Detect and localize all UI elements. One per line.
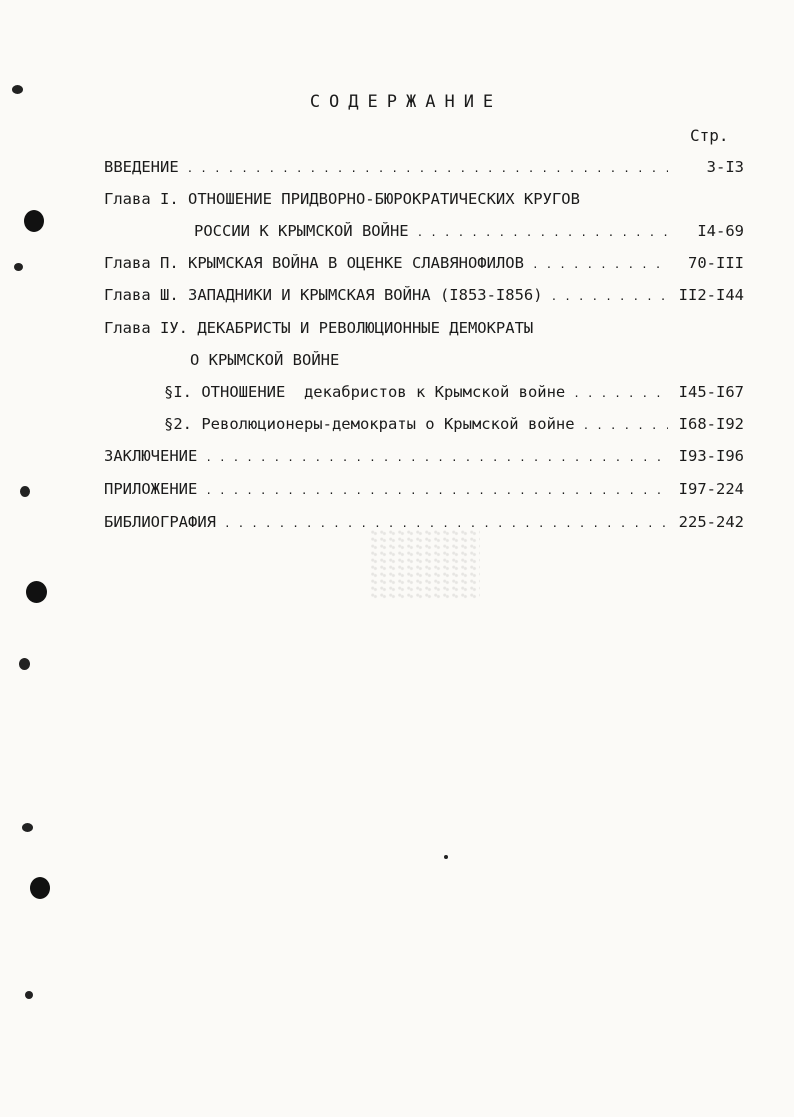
- page-column-header: Стр.: [690, 126, 729, 145]
- toc-entry-page: I93-I96: [678, 447, 744, 465]
- toc-entry-chapter-1: [104, 184, 744, 208]
- margin-speck: [22, 823, 33, 832]
- dot-leader: [573, 383, 668, 397]
- toc-entry-page: I4-69: [697, 222, 744, 240]
- dot-leader: [583, 415, 668, 429]
- toc-entry-page: 70-III: [688, 254, 744, 272]
- toc-entry-label: Глава Ш. ЗАПАДНИКИ И КРЫМСКАЯ ВОЙНА (I853-I856): [104, 286, 543, 304]
- dot-leader: [205, 480, 668, 494]
- toc-entry-label: ПРИЛОЖЕНИЕ: [104, 480, 198, 498]
- toc-entry-label: §2. Революционеры-демократы о Крымской войне: [164, 415, 575, 433]
- toc-entry-intro: [104, 152, 744, 176]
- toc-entry-page: II2-I44: [678, 286, 744, 304]
- toc-entry-chapter-3: [104, 280, 744, 304]
- toc-entry-page: I45-I67: [678, 383, 744, 401]
- dot-leader: [224, 513, 668, 527]
- dot-leader: [532, 254, 668, 268]
- page-title: СОДЕРЖАНИЕ: [309, 92, 503, 112]
- toc-entry-chapter-4: [104, 313, 744, 337]
- dot-leader: [205, 447, 668, 461]
- toc-entry-label: РОССИИ К КРЫМСКОЙ ВОЙНЕ: [194, 222, 409, 240]
- margin-speck: [14, 263, 23, 271]
- margin-speck: [20, 486, 30, 497]
- margin-speck: [25, 991, 33, 999]
- punch-hole: [24, 210, 44, 232]
- toc-entry-chapter-2: [104, 248, 744, 272]
- faint-stamp: [370, 530, 480, 600]
- dot-leader: [551, 286, 668, 300]
- toc-entry-chapter-4-cont: [190, 345, 740, 369]
- toc-entry-label: Глава I. ОТНОШЕНИЕ ПРИДВОРНО-БЮРОКРАТИЧЕСКИХ КРУГОВ: [104, 190, 580, 208]
- page-speck: [444, 855, 448, 859]
- toc-entry-label: Глава П. КРЫМСКАЯ ВОЙНА В ОЦЕНКЕ СЛАВЯНОФИЛОВ: [104, 254, 524, 272]
- dot-leader: [417, 222, 668, 236]
- toc-entry-label: ВВЕДЕНИЕ: [104, 158, 179, 176]
- toc-entry-page: 3-I3: [706, 158, 744, 176]
- toc-entry-label: Глава IУ. ДЕКАБРИСТЫ И РЕВОЛЮЦИОННЫЕ ДЕМОКРАТЫ: [104, 319, 534, 337]
- toc-entry-page: I97-224: [678, 480, 744, 498]
- toc-entry-page: 225-242: [678, 513, 744, 531]
- toc-entry-bibliography: [104, 507, 744, 531]
- toc-entry-section-2: [164, 409, 744, 433]
- toc-entry-appendix: [104, 474, 744, 498]
- punch-hole: [26, 581, 47, 603]
- margin-speck: [19, 658, 30, 670]
- toc-entry-chapter-1-cont: [194, 216, 744, 240]
- toc-entry-page: I68-I92: [678, 415, 744, 433]
- dot-leader: [187, 158, 668, 172]
- toc-entry-label: ЗАКЛЮЧЕНИЕ: [104, 447, 198, 465]
- toc-entry-conclusion: [104, 441, 744, 465]
- toc-entry-label: §I. ОТНОШЕНИЕ декабристов к Крымской войне: [164, 383, 566, 401]
- toc-entry-section-1: [164, 377, 744, 401]
- punch-hole: [30, 877, 50, 899]
- toc-entry-label: БИБЛИОГРАФИЯ: [104, 513, 216, 531]
- toc-entry-label: О КРЫМСКОЙ ВОЙНЕ: [190, 351, 340, 369]
